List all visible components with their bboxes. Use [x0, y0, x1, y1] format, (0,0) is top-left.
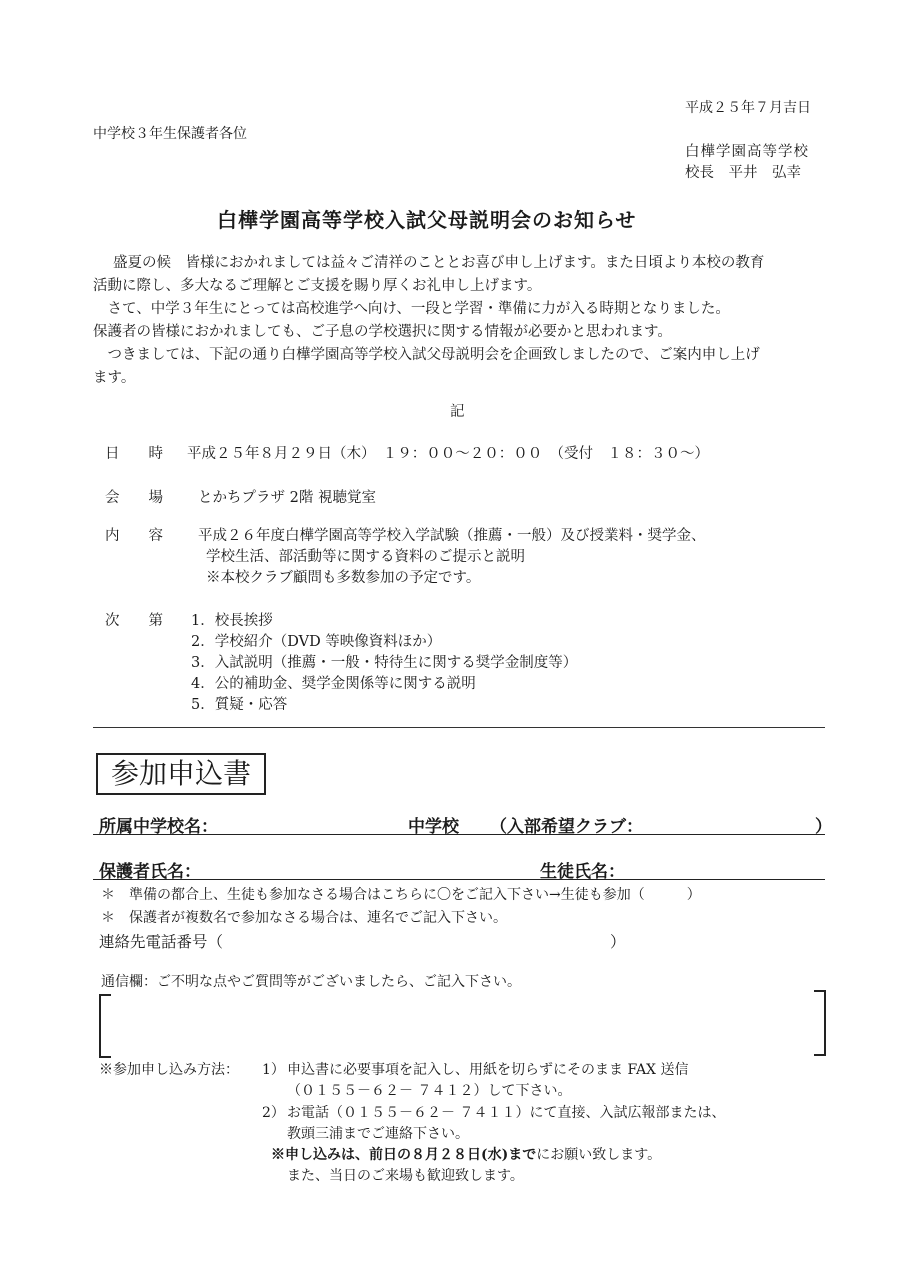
- method-1-line: 申込書に必要事項を記入し、用紙を切らずにそのまま FAX 送信: [287, 1062, 689, 1078]
- cut-line: [93, 727, 825, 728]
- comm-label: 通信欄：ご不明な点やご質問等がございましたら、ご記入下さい。: [101, 974, 521, 990]
- method-2-number: 2）: [262, 1105, 285, 1121]
- content-line: ※本校クラブ顧問も多数参加の予定です。: [206, 570, 481, 586]
- phone-close: ）: [610, 933, 626, 951]
- comm-bracket-left: [99, 994, 111, 1058]
- date-value: 平成２５年８月２９日（木） １９：００～２０：００ （受付 １８：３０～）: [187, 446, 709, 462]
- venue-label: 会 場: [105, 490, 163, 506]
- name-row-underline: [93, 879, 825, 880]
- ki-marker: 記: [450, 404, 465, 420]
- club-label: （入部希望クラブ：: [490, 817, 643, 837]
- walkin-notice: また、当日のご来場も歓迎致します。: [287, 1168, 524, 1184]
- recipient: 中学校３年生保護者各位: [93, 126, 247, 142]
- page-title: 白樺学園高等学校入試父母説明会のお知らせ: [217, 208, 637, 232]
- school-name-field[interactable]: [235, 815, 395, 835]
- body-line: 活動に際し、多大なるご理解とご支援を賜り厚くお礼申し上げます。: [93, 278, 542, 294]
- method-label: ※参加申し込み方法：: [99, 1062, 239, 1078]
- agenda-item: 3．入試説明（推薦・一般・特待生に関する奨学金制度等）: [191, 655, 578, 671]
- agenda-label: 次 第: [105, 613, 163, 629]
- body-line: ます。: [93, 370, 136, 386]
- deadline-notice: [271, 1144, 661, 1164]
- content-line: 平成２６年度白樺学園高等学校入学試験（推薦・一般）及び授業料・奨学金、: [198, 528, 706, 544]
- body-text: [93, 252, 833, 390]
- method-2-contact: 教頭三浦までご連絡下さい。: [287, 1126, 469, 1142]
- note-student-attend: ＊ 準備の都合上、生徒も参加なさる場合はこちらに〇をご記入下さい→生徒も参加（ ）: [101, 887, 701, 903]
- club-close: ）: [815, 817, 832, 837]
- venue-value: とかちプラザ 2階 視聴覚室: [198, 490, 376, 506]
- school-row-underline: [93, 834, 825, 835]
- comm-field[interactable]: [115, 996, 815, 1054]
- date-label: 日 時: [105, 446, 163, 462]
- school-label: 所属中学校名：: [99, 817, 218, 837]
- body-line: さて、中学３年生にとっては高校進学へ向け、一段と学習・準備に力が入る時期となりました。: [93, 301, 730, 317]
- body-line: つきましては、下記の通り白樺学園高等学校入試父母説明会を企画致しましたので、ご案内申し上げ: [93, 347, 760, 363]
- sender-school: 白樺学園高等学校: [685, 144, 809, 160]
- content-line: 学校生活、部活動等に関する資料のご提示と説明: [206, 549, 525, 565]
- method-1-number: 1）: [262, 1062, 285, 1078]
- content-label: 内 容: [105, 528, 163, 544]
- agenda-item: 1．校長挨拶: [191, 613, 273, 629]
- phone-label: 連絡先電話番号（: [99, 933, 224, 951]
- deadline-rest: にお願い致します。: [536, 1147, 662, 1163]
- form-heading: 参加申込書: [96, 753, 266, 795]
- method-1-fax: （０１５５－６２－ ７４１２）して下さい。: [287, 1083, 572, 1099]
- body-line: 保護者の皆様におかれましても、ご子息の学校選択に関する情報が必要かと思われます。: [93, 324, 672, 340]
- phone-field[interactable]: [245, 930, 605, 950]
- agenda-item: 5．質疑・応答: [191, 697, 288, 713]
- agenda-item: 4．公的補助金、奨学金関係等に関する説明: [191, 676, 476, 692]
- school-suffix: 中学校: [408, 817, 459, 837]
- guardian-name-field[interactable]: [210, 860, 510, 880]
- body-line: 盛夏の候 皆様におかれましては益々ご清祥のこととお喜び申し上げます。また日頃より本校の教育: [113, 255, 765, 271]
- guardian-label: 保護者氏名：: [99, 862, 201, 882]
- note-multiple-guardians: ＊ 保護者が複数名で参加なさる場合は、連名でご記入下さい。: [101, 910, 507, 926]
- agenda-item: 2．学校紹介（DVD 等映像資料ほか）: [191, 634, 442, 650]
- student-label: 生徒氏名：: [540, 862, 625, 882]
- student-name-field[interactable]: [640, 860, 820, 880]
- method-2-line: お電話（０１５５－６２－ ７４１１）にて直接、入試広報部または、: [287, 1105, 726, 1121]
- comm-bracket-right: [814, 990, 826, 1056]
- document-date: 平成２５年７月吉日: [685, 100, 811, 116]
- deadline-bold: ※申し込みは、前日の８月２８日(水)まで: [271, 1147, 537, 1163]
- sender-principal: 校長 平井 弘幸: [685, 165, 801, 181]
- club-field[interactable]: [660, 815, 810, 835]
